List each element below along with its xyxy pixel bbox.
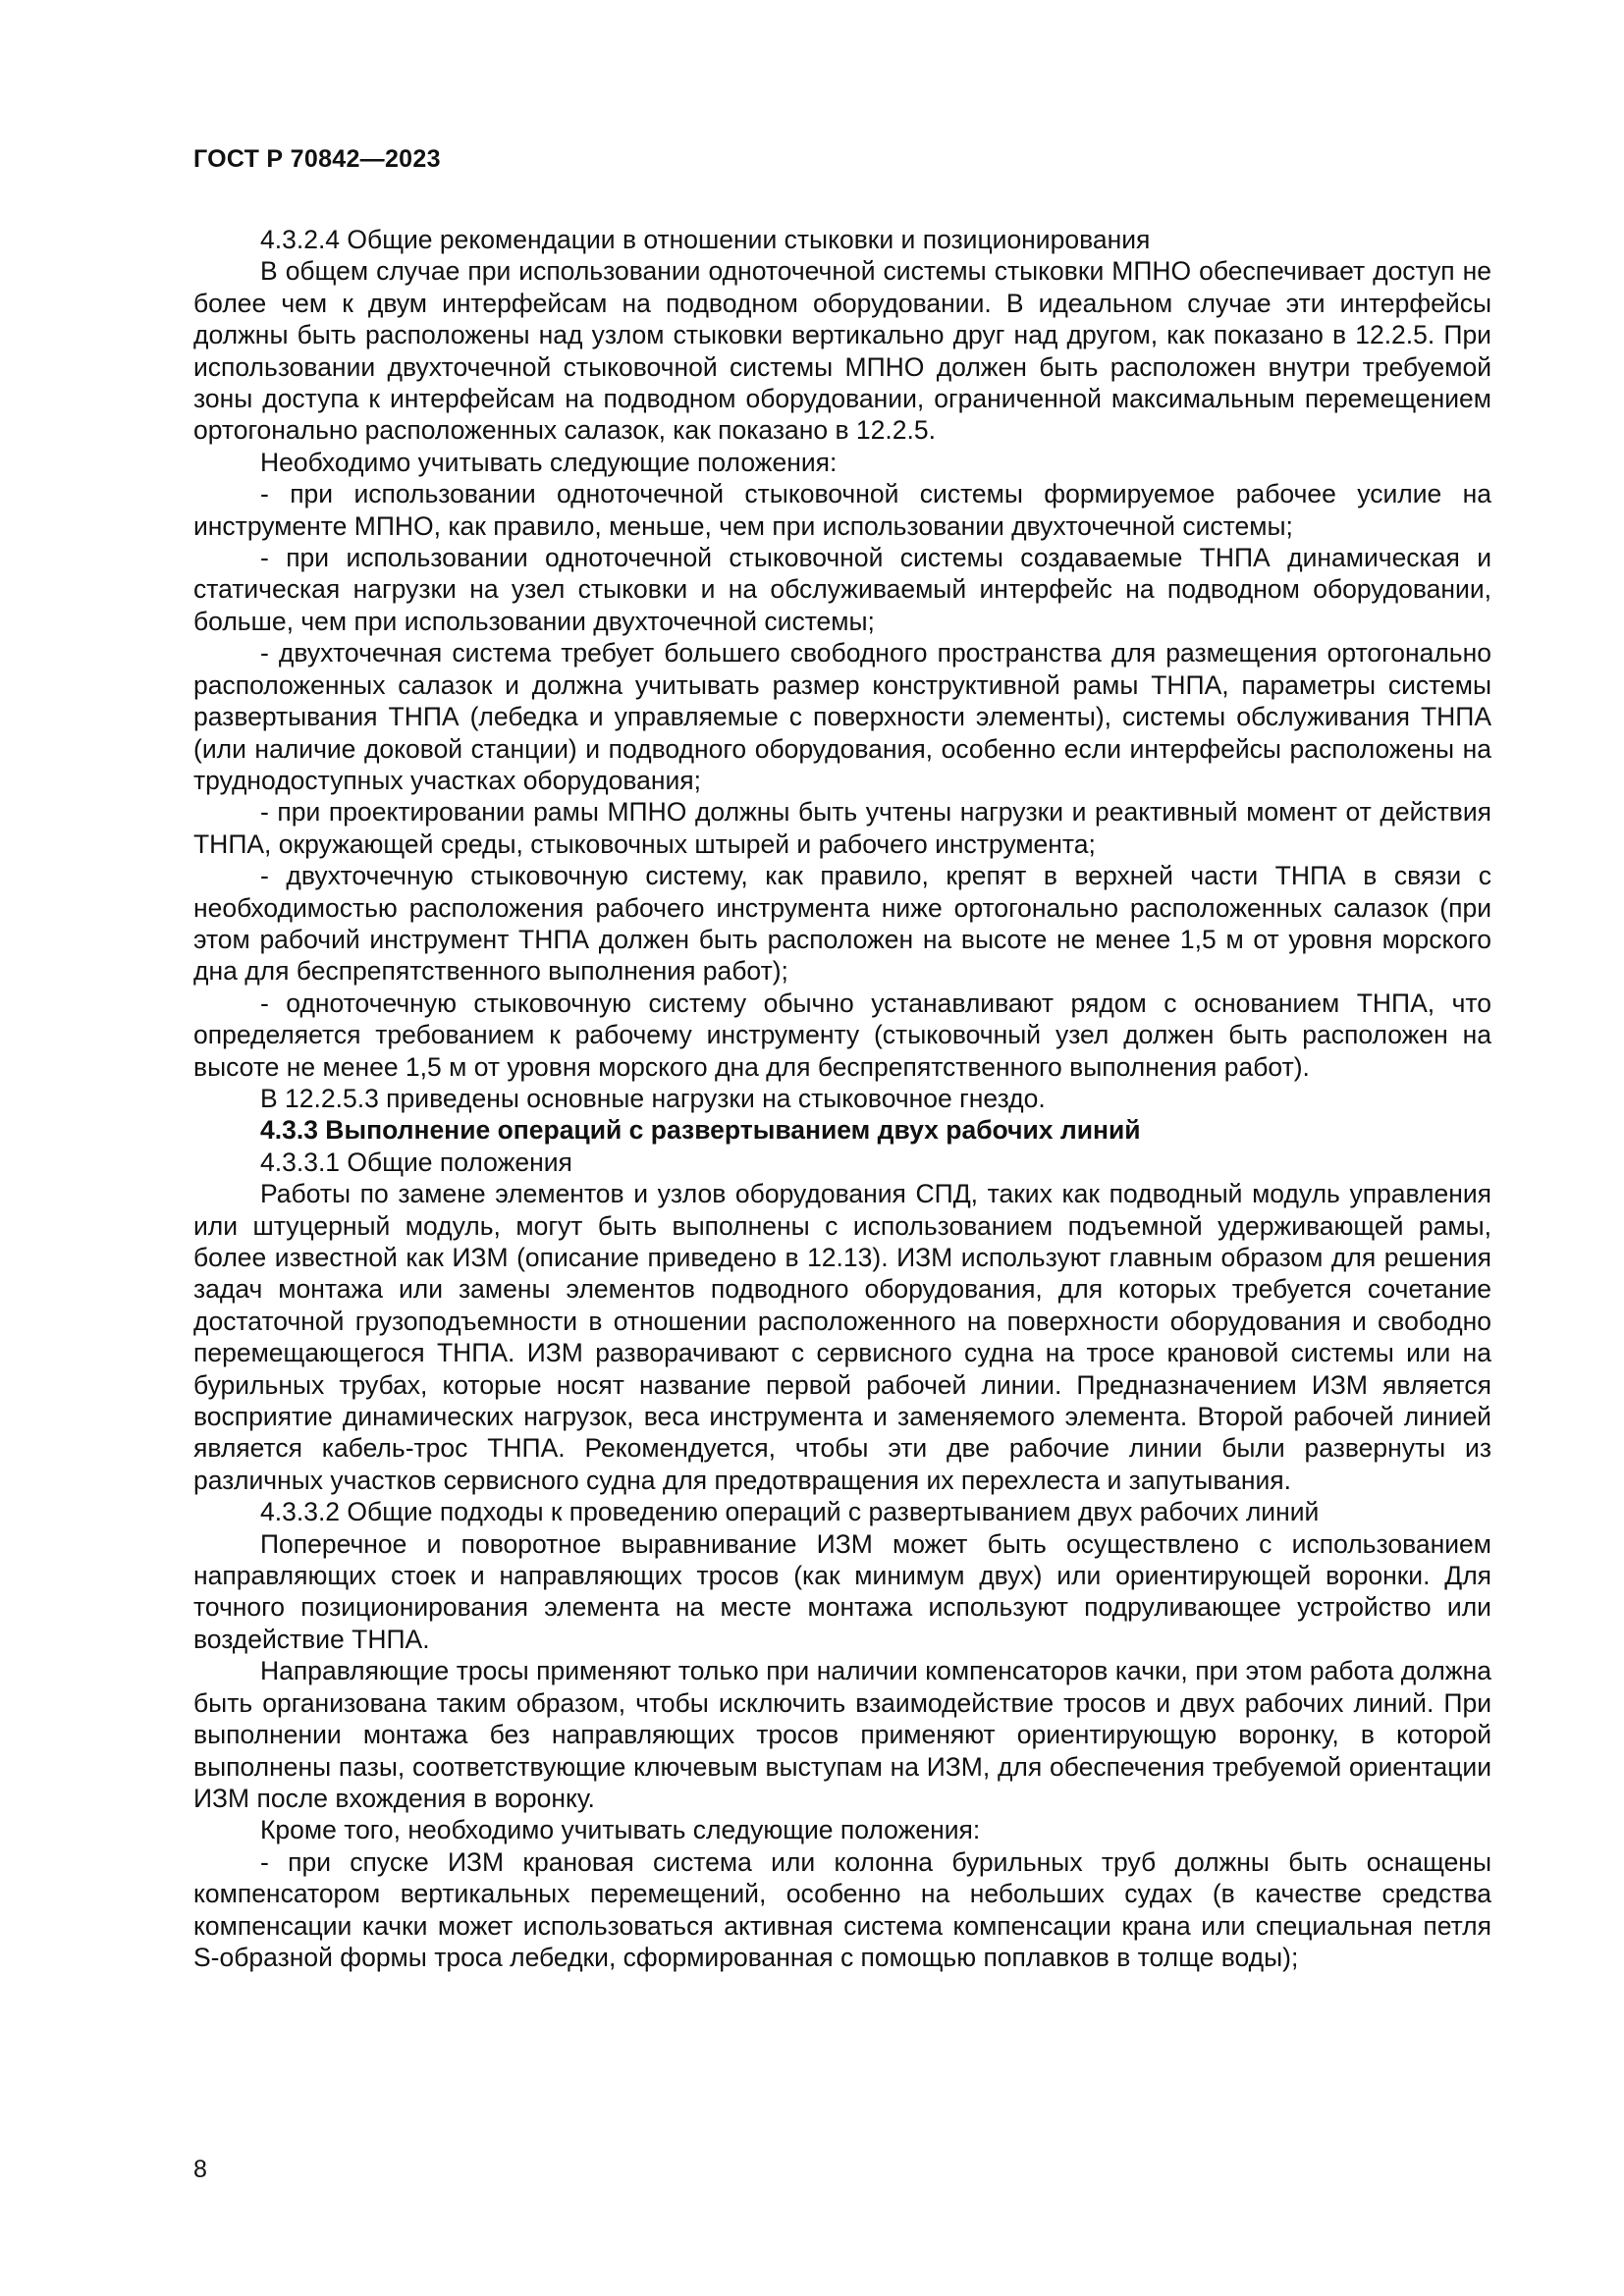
paragraph: В 12.2.5.3 приведены основные нагрузки на стыковочное гнездо. (260, 1083, 1046, 1113)
paragraph: - одноточечную стыковочную систему обычно устанавливают рядом с основанием ТНПА, что определяется требованием к рабочему инструменту (стыковочный узел должен быть расположен на высоте не менее 1,5 м от уровня морского дна для беспрепятственного выполнения работ). (193, 988, 1491, 1082)
paragraph: - при спуске ИЗМ крановая система или колонна бурильных труб должны быть оснащены компенсатором вертикальных перемещений, особенно на небольших судах (в качестве средства компенсации качки может использоваться активная система компенсации крана или специальная петля S-образной формы троса лебедки, сформированная с помощью поплавков в толще воды); (193, 1846, 1491, 1972)
paragraph: 4.3.3.2 Общие подходы к проведению операций с развертыванием двух рабочих линий (260, 1497, 1320, 1527)
paragraph: Кроме того, необходимо учитывать следующие положения: (260, 1815, 981, 1845)
paragraph: Необходимо учитывать следующие положения: (260, 447, 838, 477)
paragraph: - при использовании одноточечной стыковочной системы создаваемые ТНПА динамическая и статическая нагрузки на узел стыковки и на обслуживаемый интерфейс на подводном оборудовании, больше, чем при использовании двухточечной системы; (193, 543, 1491, 636)
paragraph: - при использовании одноточечной стыковочной системы формируемое рабочее усилие на инструменте МПНО, как правило, меньше, чем при использовании двухточечной системы; (193, 479, 1491, 541)
document-body (193, 224, 1491, 1973)
paragraph: - двухточечная система требует большего свободного пространства для размещения ортогонально расположенных салазок и должна учитывать размер конструктивной рамы ТНПА, параметры системы развертывания ТНПА (лебедка и управляемые с поверхности элементы), системы обслуживания ТНПА (или наличие доковой станции) и подводного оборудования, особенно если интерфейсы расположены на труднодоступных участках оборудования; (193, 638, 1491, 795)
paragraph: В общем случае при использовании одноточечной системы стыковки МПНО обеспечивает доступ не более чем к двум интерфейсам на подводном оборудовании. В идеальном случае эти интерфейсы должны быть расположены над узлом стыковки вертикально друг над другом, как показано в 12.2.5. При использовании двухточечной стыковочной системы МПНО должен быть расположен внутри требуемой зоны доступа к интерфейсам на подводном оборудовании, ограниченной максимальным перемещением ортогонально расположенных салазок, как показано в 12.2.5. (193, 256, 1491, 446)
paragraph: Направляющие тросы применяют только при наличии компенсаторов качки, при этом работа должна быть организована таким образом, чтобы исключить взаимодействие тросов и двух рабочих линий. При выполнении монтажа без направляющих тросов применяют ориентирующую воронку, в которой выполнены пазы, соответствующие ключевым выступам на ИЗМ, для обеспечения требуемой ориентации ИЗМ после вхождения в воронку. (193, 1656, 1491, 1813)
paragraph: - двухточечную стыковочную систему, как правило, крепят в верхней части ТНПА в связи с необходимостью расположения рабочего инструмента ниже ортогонально расположенных салазок (при этом рабочий инструмент ТНПА должен быть расположен на высоте не менее 1,5 м от уровня морского дна для беспрепятственного выполнения работ); (193, 861, 1491, 987)
paragraph: Работы по замене элементов и узлов оборудования СПД, таких как подводный модуль управления или штуцерный модуль, могут быть выполнены с использованием подъемной удерживающей рамы, более известной как ИЗМ (описание приведено в 12.13). ИЗМ используют главным образом для решения задач монтажа или замены элементов подводного оборудования, для которых требуется сочетание достаточной грузоподъемности в отношении расположенного на поверхности оборудования и свободно перемещающегося ТНПА. ИЗМ разворачивают с сервисного судна на тросе крановой системы или на бурильных трубах, которые носят название первой рабочей линии. Предназначением ИЗМ является восприятие динамических нагрузок, веса инструмента и заменяемого элемента. Второй рабочей линией является кабель-трос ТНПА. Рекомендуется, чтобы эти две рабочие линии были развернуты из различных участков сервисного судна для предотвращения их перехлеста и запутывания. (193, 1179, 1491, 1495)
paragraph: - при проектировании рамы МПНО должны быть учтены нагрузки и реактивный момент от действия ТНПА, окружающей среды, стыковочных штырей и рабочего инструмента; (193, 797, 1491, 859)
section-heading: 4.3.3 Выполнение операций с развертыванием двух рабочих линий (260, 1115, 1141, 1146)
paragraph: 4.3.3.1 Общие положения (260, 1147, 572, 1177)
document-header: ГОСТ Р 70842—2023 (193, 145, 441, 173)
page-number: 8 (193, 2156, 207, 2183)
paragraph: Поперечное и поворотное выравнивание ИЗМ может быть осуществлено с использованием направляющих стоек и направляющих тросов (как минимум двух) или ориентирующей воронки. Для точного позиционирования элемента на месте монтажа используют подруливающее устройство или воздействие ТНПА. (193, 1528, 1491, 1654)
paragraph: 4.3.2.4 Общие рекомендации в отношении стыковки и позиционирования (260, 225, 1151, 254)
